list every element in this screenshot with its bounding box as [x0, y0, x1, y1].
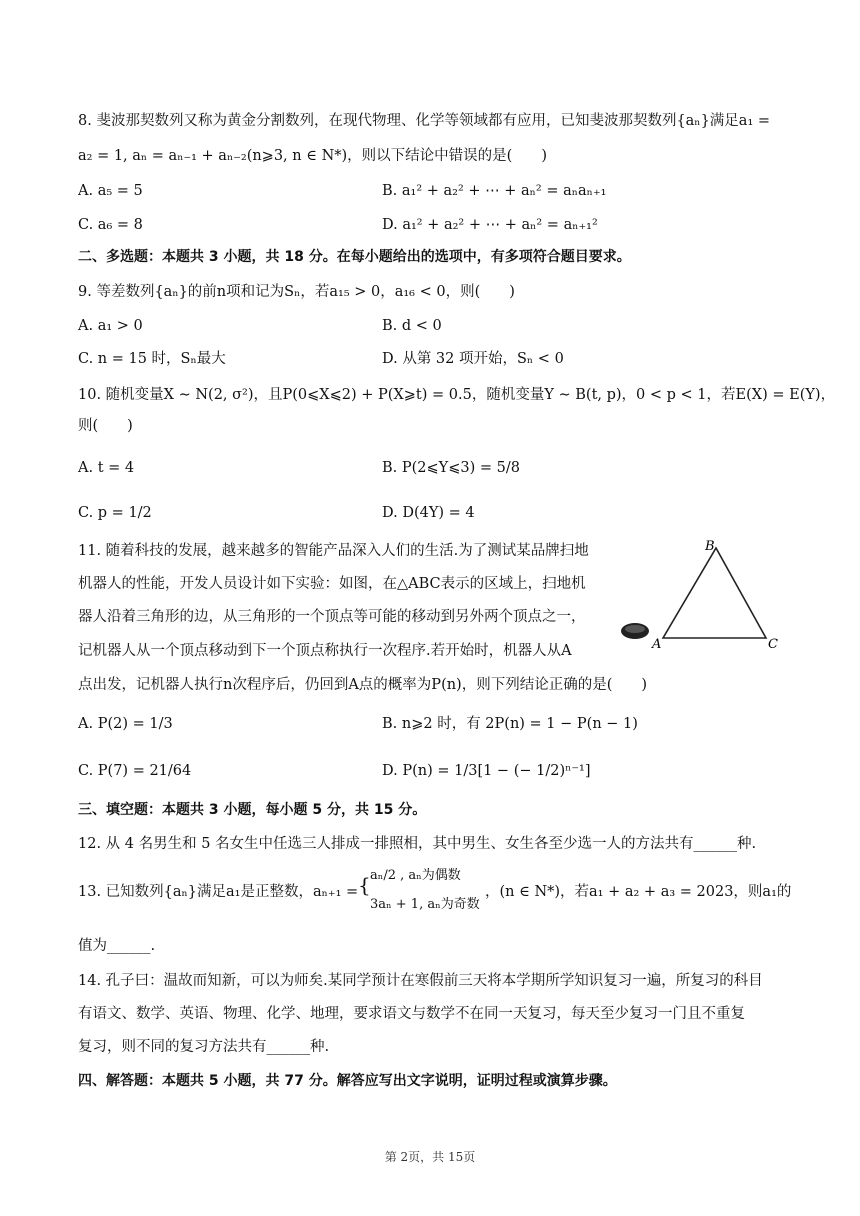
q13-brace: { — [358, 873, 371, 897]
q13-stem-suffix: ，(n ∈ N*)，若a₁ + a₂ + a₃ = 2023，则a₁的 — [485, 884, 792, 900]
q9-option-d: D. 从第 32 项开始，Sₙ < 0 — [382, 351, 564, 367]
q11-stem-line3: 器人沿着三角形的边，从三角形的一个顶点等可能的移动到另外两个顶点之一， — [78, 609, 586, 625]
q11-stem-line5: 点出发，记机器人执行n次程序后，仍回到A点的概率为P(n)，则下列结论正确的是( ) — [78, 677, 648, 693]
q14-stem-line1: 14. 孔子曰：温故而知新，可以为师矣.某同学预计在寒假前三天将本学期所学知识复习一遍，所复习的科目 — [78, 973, 763, 989]
vertex-label-a: A — [652, 637, 662, 652]
section-heading-solutions: 四、解答题：本题共 5 小题，共 77 分。解答应写出文字说明，证明过程或演算步骤。 — [78, 1073, 617, 1089]
vertex-label-b: B — [705, 539, 715, 554]
q13-stem-prefix: 13. 已知数列{aₙ}满足a₁是正整数，aₙ₊₁ = — [78, 884, 359, 900]
q11-option-d: D. P(n) = 1/3[1 − (− 1/2)ⁿ⁻¹] — [382, 763, 591, 779]
vertex-label-c: C — [768, 637, 778, 652]
q13-stem-line2: 值为______. — [78, 938, 156, 954]
robot-vacuum-top — [625, 625, 645, 633]
q9-option-a: A. a₁ > 0 — [78, 318, 143, 334]
q11-stem-line2: 机器人的性能，开发人员设计如下实验：如图，在△ABC表示的区域上，扫地机 — [78, 576, 586, 592]
q12-stem: 12. 从 4 名男生和 5 名女生中任选三人排成一排照相，其中男生、女生各至少选一人的方法共有______种. — [78, 836, 757, 852]
q8-option-c: C. a₆ = 8 — [78, 217, 143, 233]
q8-stem-line2: a₂ = 1, aₙ = aₙ₋₁ + aₙ₋₂(n⩾3, n ∈ N*)，则以下结论中错误的是( ) — [78, 148, 547, 164]
q13-case-even: aₙ/2 , aₙ为偶数 — [370, 868, 461, 883]
q10-stem-line2: 则( ) — [78, 418, 133, 434]
q11-option-a: A. P(2) = 1/3 — [78, 716, 173, 732]
q10-option-c: C. p = 1/2 — [78, 505, 152, 521]
q8-stem-line1: 8. 斐波那契数列又称为黄金分割数列，在现代物理、化学等领域都有应用，已知斐波那契数列{aₙ}满足a₁ = — [78, 113, 771, 129]
q9-stem: 9. 等差数列{aₙ}的前n项和记为Sₙ，若a₁₅ > 0，a₁₆ < 0，则( ) — [78, 284, 515, 300]
q11-stem-line1: 11. 随着科技的发展，越来越多的智能产品深入人们的生活.为了测试某品牌扫地 — [78, 543, 589, 559]
section-heading-fill-in: 三、填空题：本题共 3 小题，每小题 5 分，共 15 分。 — [78, 802, 427, 818]
triangle-abc-figure — [618, 536, 788, 656]
q8-option-a: A. a₅ = 5 — [78, 183, 143, 199]
section-heading-multiple-choice: 二、多选题：本题共 3 小题，共 18 分。在每小题给出的选项中，有多项符合题目要求。 — [78, 249, 631, 265]
q11-option-c: C. P(7) = 21/64 — [78, 763, 192, 779]
q11-stem-line4: 记机器人从一个顶点移动到下一个顶点称执行一次程序.若开始时，机器人从A — [78, 643, 572, 659]
q14-stem-line3: 复习，则不同的复习方法共有______种. — [78, 1039, 330, 1055]
q9-option-c: C. n = 15 时，Sₙ最大 — [78, 351, 226, 367]
q8-option-d: D. a₁² + a₂² + ⋯ + aₙ² = aₙ₊₁² — [382, 217, 598, 233]
q10-option-d: D. D(4Y) = 4 — [382, 505, 475, 521]
page-footer: 第 2页，共 15页 — [384, 1150, 476, 1164]
q13-case-odd: 3aₙ + 1, aₙ为奇数 — [370, 897, 480, 912]
q11-option-b: B. n⩾2 时，有 2P(n) = 1 − P(n − 1) — [382, 716, 638, 732]
q10-option-b: B. P(2⩽Y⩽3) = 5/8 — [382, 460, 520, 476]
q8-option-b: B. a₁² + a₂² + ⋯ + aₙ² = aₙaₙ₊₁ — [382, 183, 607, 199]
q9-option-b: B. d < 0 — [382, 318, 442, 334]
q10-option-a: A. t = 4 — [78, 460, 135, 476]
q10-stem-line1: 10. 随机变量X ∼ N(2, σ²)，且P(0⩽X⩽2) + P(X⩾t) = 0.5，随机变量Y ∼ B(t, p)，0 < p < 1，若E(X) = E(Y)， — [78, 387, 836, 403]
q14-stem-line2: 有语文、数学、英语、物理、化学、地理，要求语文与数学不在同一天复习，每天至少复习一门且不重复 — [78, 1006, 745, 1022]
triangle-abc — [663, 548, 766, 638]
